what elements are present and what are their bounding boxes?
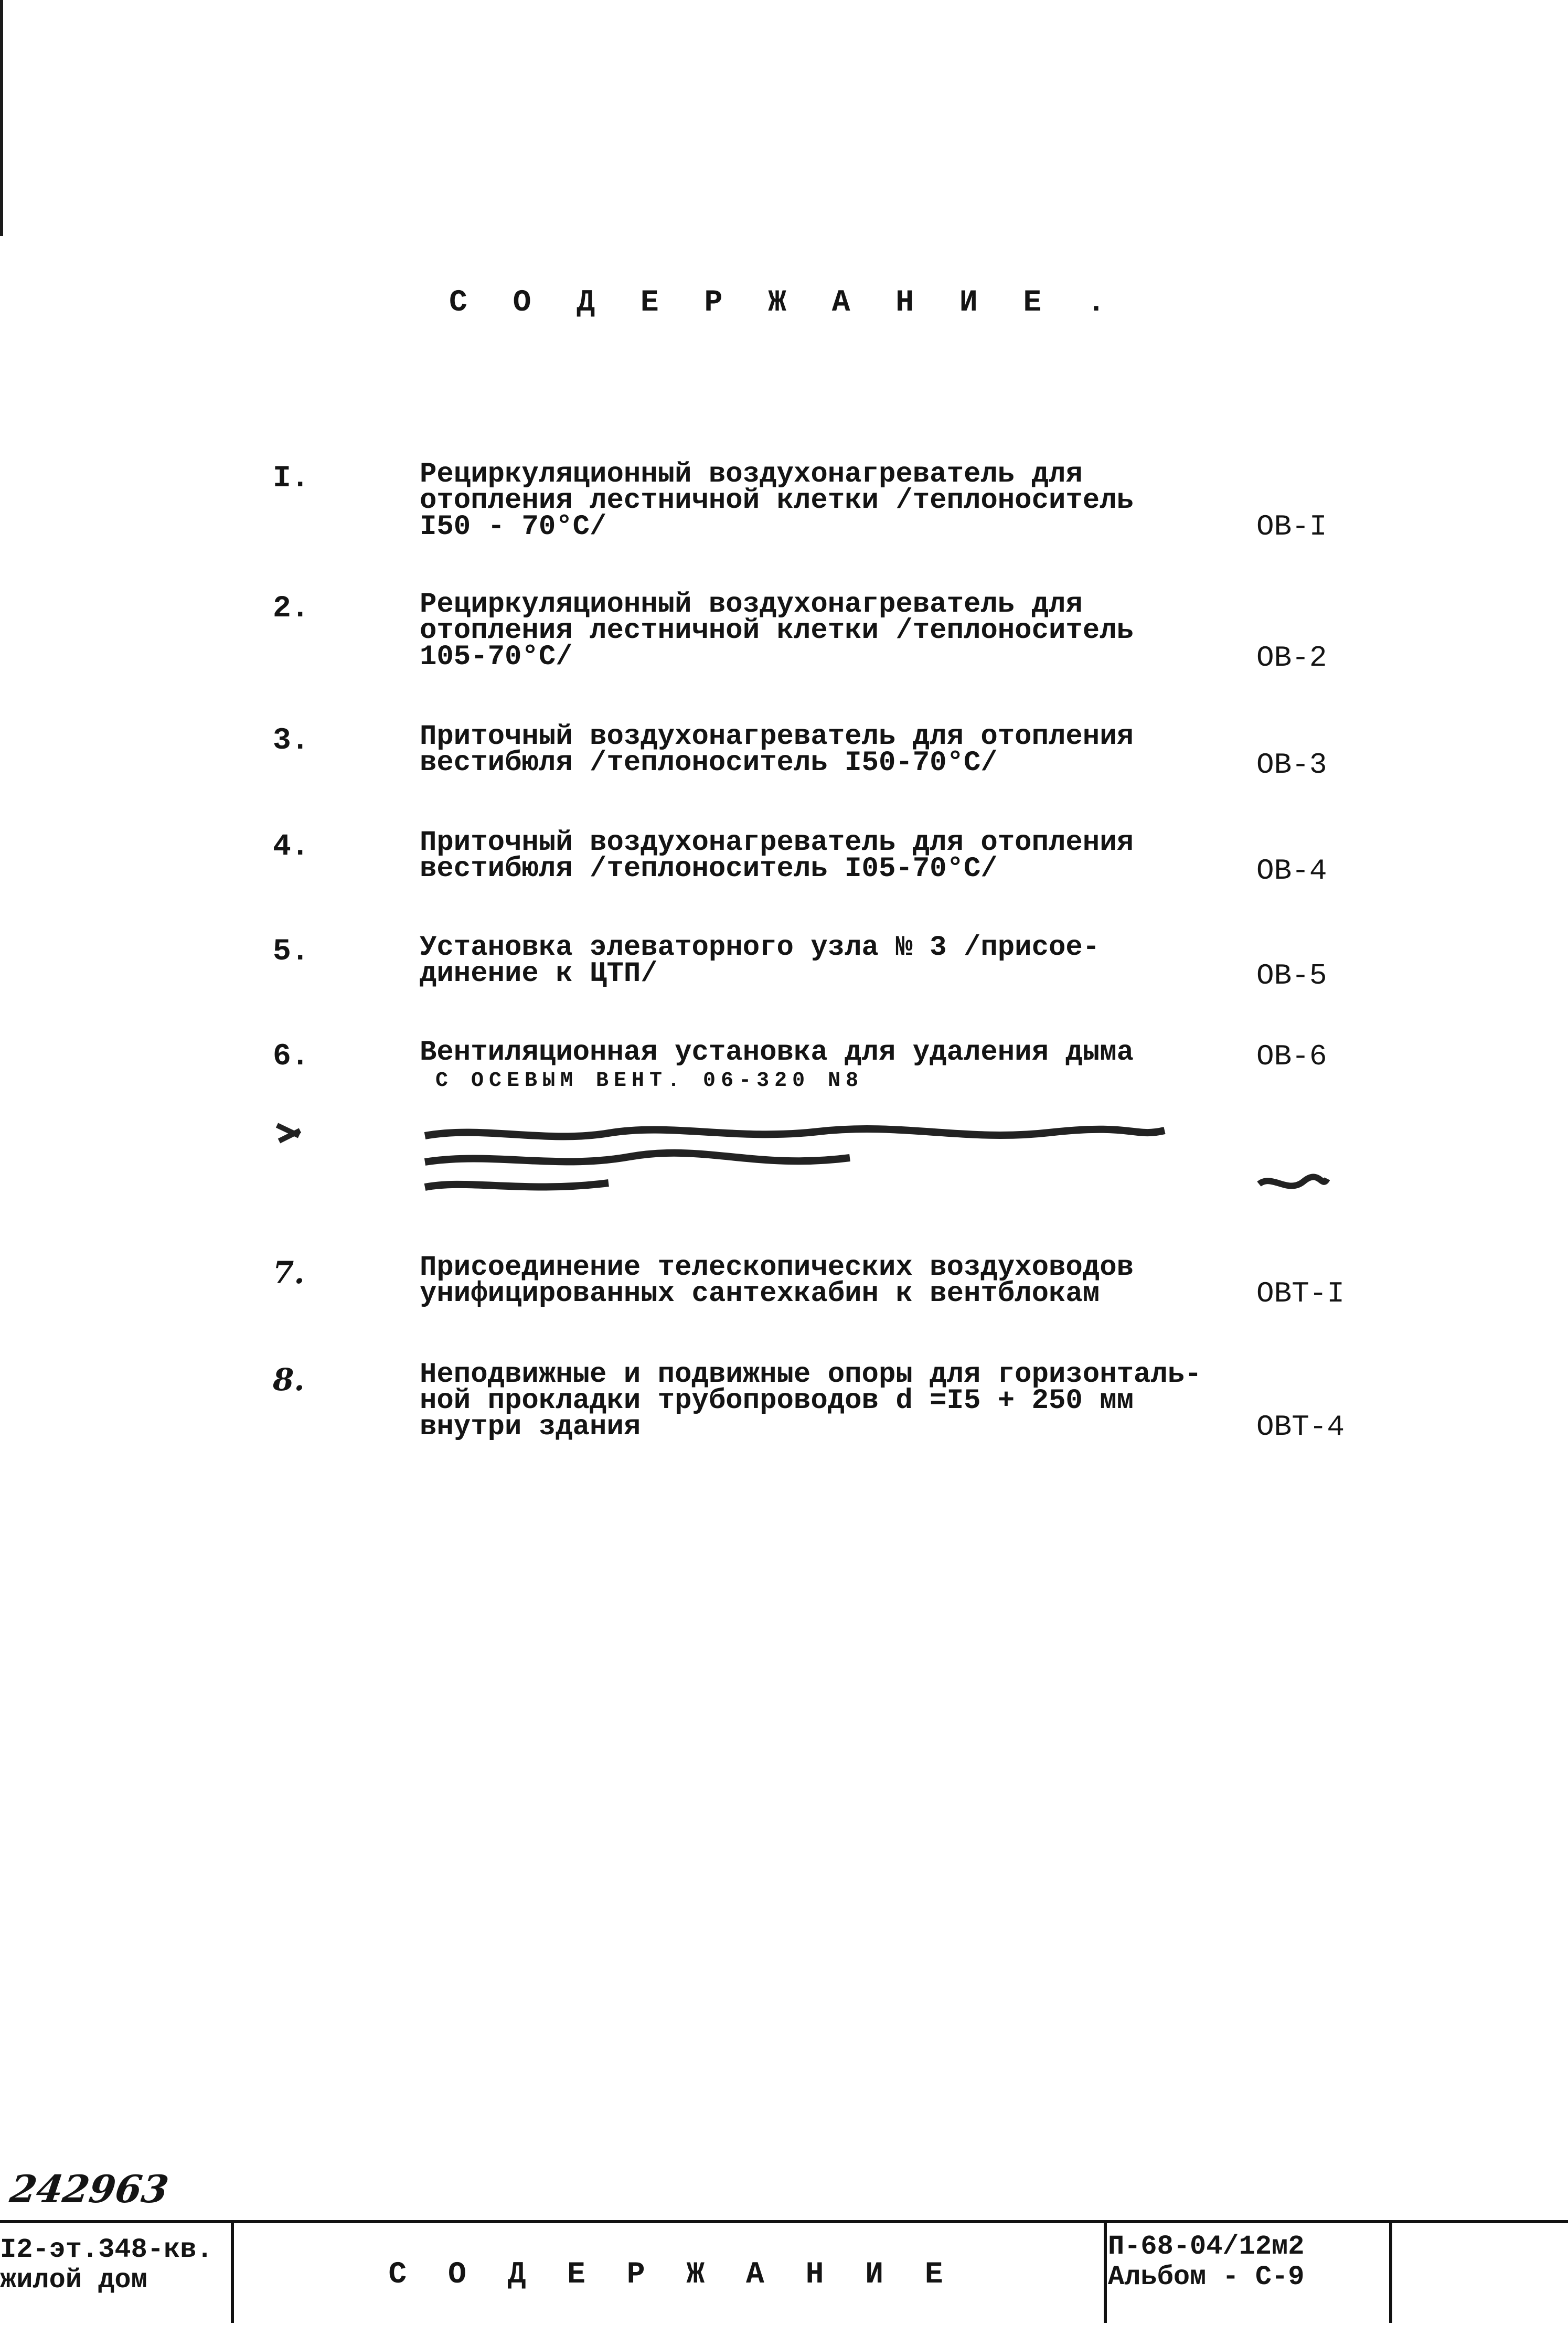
entry-description: Рециркуляционный воздухонагреватель для отопления лестничной клетки /теплоноситель I50 - 70°С/ bbox=[420, 458, 1134, 543]
entry-code: ОВТ-4 bbox=[1256, 1410, 1345, 1444]
entry-description: Неподвижные и подвижные опоры для горизонталь- ной прокладки трубопроводов d =I5 + 250 мм внутри здания bbox=[420, 1359, 1202, 1443]
entry-description: Присоединение телескопических воздуховодов унифицированных сантехкабин к вентблокам bbox=[420, 1252, 1134, 1310]
entry-number: 8. bbox=[273, 1362, 305, 1398]
entry-number: 3. bbox=[273, 724, 310, 758]
entry-number: 6. bbox=[273, 1040, 310, 1074]
entry-number: I. bbox=[273, 462, 310, 496]
entry-code: ОВ-6 bbox=[1256, 1040, 1327, 1073]
entry-description: Установка элеваторного узла № 3 /присое- динение к ЦТП/ bbox=[420, 932, 1100, 990]
project-name bbox=[0, 2235, 213, 2296]
handwritten-note: С ОСЕВЫМ ВЕНТ. 06-320 N8 bbox=[435, 1069, 864, 1093]
entry-code: ОВ-I bbox=[1256, 510, 1327, 543]
handwritten-inventory-number: 242963 bbox=[7, 2167, 172, 2211]
entry-code: ОВ-5 bbox=[1256, 959, 1327, 993]
album-number: Альбом - С-9 bbox=[1108, 2262, 1305, 2292]
entry-code: ОВ-2 bbox=[1256, 641, 1327, 675]
document-code-line1: П-68-04/12м2 bbox=[1108, 2231, 1305, 2262]
struck-code-scribble bbox=[1256, 1168, 1330, 1200]
entry-number: 2. bbox=[273, 592, 310, 626]
entry-number: 5. bbox=[273, 935, 310, 969]
project-name-line2: жилой дом bbox=[0, 2265, 147, 2296]
entry-description: Вентиляционная установка для удаления дыма bbox=[420, 1037, 1134, 1069]
entry-code: ОВ-4 bbox=[1256, 854, 1327, 888]
entry-description: Приточный воздухонагреватель для отопления вестибюля /теплоноситель I05-70°С/ bbox=[420, 827, 1134, 885]
struck-number-scribble bbox=[273, 1120, 304, 1151]
entry-code: ОВТ-I bbox=[1256, 1277, 1345, 1310]
entry-number: 4. bbox=[273, 830, 310, 864]
document-code bbox=[1108, 2232, 1304, 2292]
title-block-top-border bbox=[0, 2220, 1568, 2223]
title-block-divider bbox=[1389, 2220, 1392, 2323]
project-name-line1: I2-эт.348-кв. bbox=[0, 2234, 213, 2265]
entry-number: 7. bbox=[273, 1255, 305, 1291]
page-title: С О Д Е Р Ж А Н И Е . bbox=[449, 286, 1119, 320]
entry-description: Приточный воздухонагреватель для отопления вестибюля /теплоноситель I50-70°С/ bbox=[420, 721, 1134, 779]
strike-through-scribble bbox=[420, 1120, 1170, 1199]
entry-description: Рециркуляционный воздухонагреватель для отопления лестничной клетки /теплоноситель 105-70°С/ bbox=[420, 589, 1134, 673]
title-block-divider bbox=[231, 2220, 234, 2323]
sheet-title: С О Д Е Р Ж А Н И Е bbox=[388, 2258, 955, 2292]
entry-code: ОВ-3 bbox=[1256, 748, 1327, 782]
title-block bbox=[0, 2220, 1568, 2323]
page-frame-edge bbox=[0, 0, 3, 236]
